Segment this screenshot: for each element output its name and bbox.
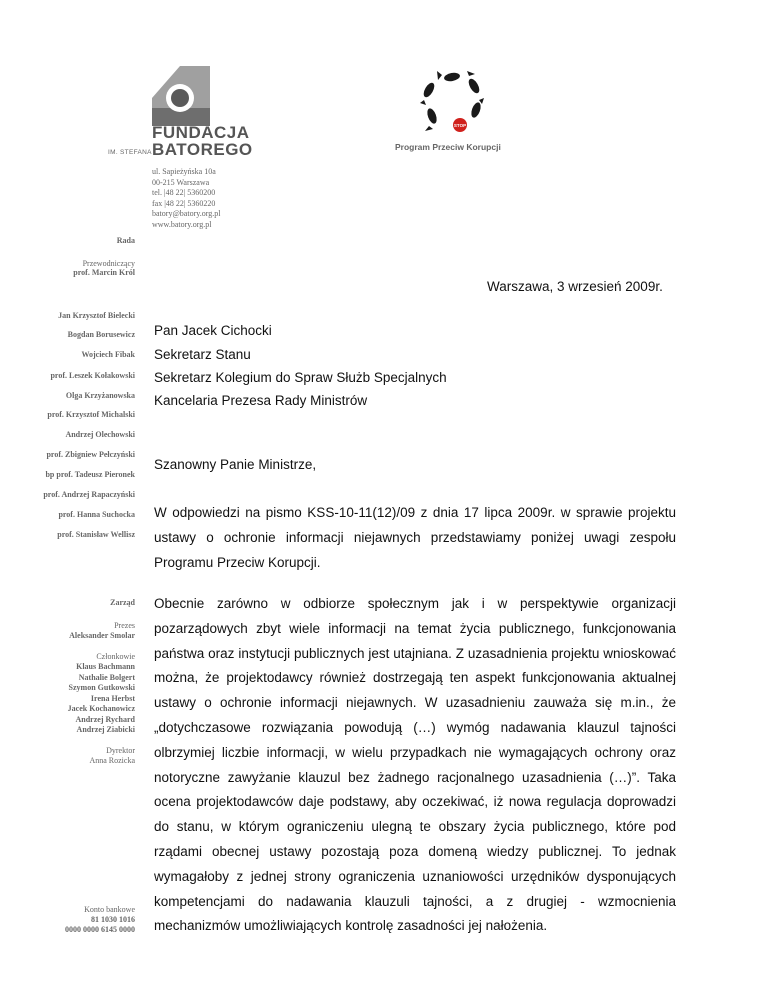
- management-member: Andrzej Ziabicki: [76, 725, 135, 734]
- management-member: Andrzej Rychard: [75, 714, 135, 724]
- stop-label: STOP: [453, 123, 467, 128]
- paragraph-1-text: W odpowiedzi na pismo KSS-10-11(12)/09 z dnia 17 lipca 2009r. w sprawie projektu ustawy o ochronie informacji niejawnych przedstawiamy poniżej uwagi zespołu Programu Przeciw Korupcji.: [154, 505, 676, 570]
- foundation-logo-mark-icon: [152, 66, 210, 126]
- address-line: tel. |48 22| 5360200: [152, 188, 216, 197]
- board-member: Olga Krzyżanowska: [65, 391, 135, 400]
- board-member: Andrzej Olechowski: [65, 430, 135, 439]
- management-member: Klaus Bachmann: [76, 662, 135, 671]
- management-member: Irena Herbst: [90, 693, 135, 703]
- board-chair-title: Przewodniczący: [82, 259, 135, 268]
- foundation-name-line1: FUNDACJA: [152, 123, 250, 142]
- fish-ring-icon: [420, 70, 485, 134]
- board-member: prof. Leszek Kołakowski: [50, 371, 135, 380]
- board-member: prof. Zbigniew Pełczyński: [46, 450, 135, 459]
- addressee-line: Sekretarz Kolegium do Spraw Służb Specjalnych: [154, 370, 447, 385]
- address-line: batory@batory.org.pl: [152, 209, 221, 218]
- addressee-line: Sekretarz Stanu: [154, 347, 251, 362]
- management-members-title: Członkowie: [96, 652, 135, 661]
- program-name: Program Przeciw Korupcji: [395, 142, 501, 152]
- foundation-logo: [108, 66, 253, 162]
- director-title: Dyrektor: [106, 746, 135, 755]
- management-president-title: Prezes: [114, 621, 135, 630]
- paragraph-2-text: Obecnie zarówno w odbiorze społecznym jak i w perspektywie organizacji pozarządowych zbyt wiele informacji na temat życia publicznego, funkcjonowania państwa oraz instytucji publicznych jest utajniana. Z uzasadnienia projektu wnioskować można, że projektodawcy również dostrzegają ten aspekt funkcjonowania aktualnej ustawy o ochronie informacji niejawnych. W uzasadnieniu zauważa się m.in., że „dotychczasowe rozwiązania powodują (…) wymóg nadawania klauzul tajności olbrzymiej liczbie informacji, w wielu przypadkach nie wymagających ochrony oraz notoryczne zawyżanie klauzul bez żadnego racjonalnego uzasadnienia (…)”. Taka ocena projektodawców daje podstawy, aby oczekiwać, iż nowa regulacja doprowadzi do stanu, w którym ograniczeniu ulegną te obszary życia publicznego, które pod rządami obecnej ustawy pozostają poza domeną wiedzy publicznej. To jednak wymagałoby z jednej strony ograniczenia uznaniowości urzędników dysponujących kompetencjami do nadawania klauzuli tajności, a z drugiej - wzmocnienia mechanizmów umożliwiających kontrolę zasadności jej nałożenia.: [154, 596, 676, 934]
- letter-date: Warszawa, 3 wrzesień 2009r.: [487, 279, 663, 294]
- director-name: Anna Rozicka: [89, 756, 135, 765]
- board-member: prof. Stanisław Wellisz: [57, 530, 135, 539]
- bank-line2: 0000 0000 6145 0000: [65, 925, 135, 934]
- paragraph-1: [154, 501, 676, 575]
- board-member: Wojciech Fibak: [81, 350, 135, 359]
- board-chair-name: prof. Marcin Król: [73, 268, 135, 277]
- management-president-name: Aleksander Smolar: [69, 631, 135, 640]
- board-member: prof. Krzysztof Michalski: [47, 410, 135, 419]
- addressee-line: Pan Jacek Cichocki: [154, 323, 272, 338]
- management-members: [68, 662, 135, 736]
- address-line: fax |48 22| 5360220: [152, 198, 216, 208]
- program-logo: [395, 70, 515, 156]
- foundation-prefix: IM. STEFANA: [108, 149, 152, 156]
- management-member: Szymon Gutkowski: [68, 683, 135, 692]
- address-line: www.batory.org.pl: [152, 219, 212, 229]
- board-member: prof. Andrzej Rapaczyński: [43, 490, 135, 499]
- management-heading: Zarząd: [110, 598, 135, 607]
- management-member: Nathalie Bolgert: [78, 672, 135, 682]
- board-heading: Rada: [116, 236, 135, 245]
- board-member: Jan Krzysztof Bielecki: [58, 311, 135, 320]
- board-member: prof. Hanna Suchocka: [58, 510, 135, 519]
- bank-title: Konto bankowe: [84, 905, 135, 914]
- addressee-line: Kancelaria Prezesa Rady Ministrów: [154, 393, 368, 408]
- management-member: Jacek Kochanowicz: [67, 704, 135, 713]
- board-member: bp prof. Tadeusz Pieronek: [45, 470, 135, 479]
- bank-line1: 81 1030 1016: [91, 915, 135, 924]
- address-line: 00-215 Warszawa: [152, 177, 210, 187]
- board-member: Bogdan Borusewicz: [67, 330, 135, 339]
- foundation-address: [152, 167, 220, 230]
- paragraph-2: [154, 592, 676, 939]
- address-line: ul. Sapieżyńska 10a: [152, 167, 216, 176]
- salutation: Szanowny Panie Ministrze,: [154, 457, 317, 472]
- foundation-name-line2: BATOREGO: [152, 140, 253, 159]
